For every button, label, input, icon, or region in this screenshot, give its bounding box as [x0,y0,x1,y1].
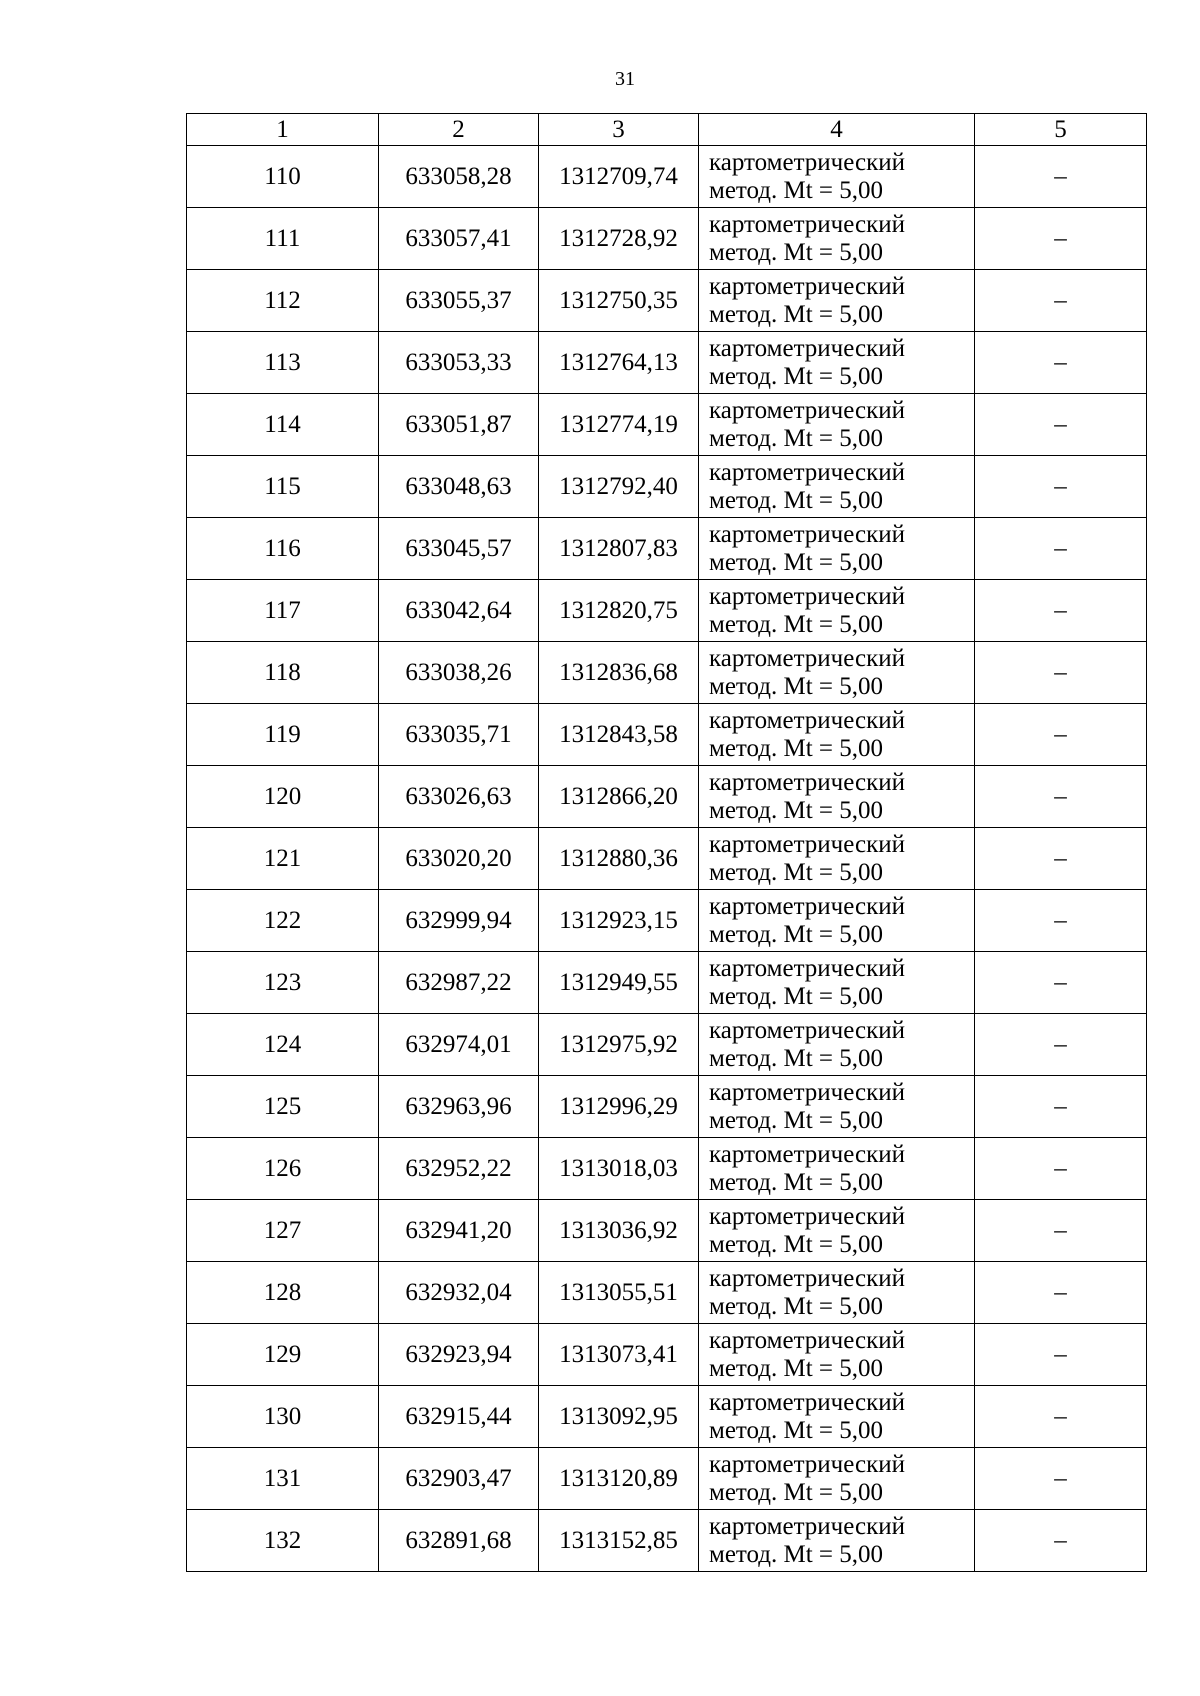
x-coordinate-cell: 633035,71 [379,704,539,766]
table-row [187,890,1147,952]
method-cell [699,1200,975,1262]
method-line-2: метод. Mt = 5,00 [709,1354,884,1382]
method-line-2: метод. Mt = 5,00 [709,672,884,700]
point-number-cell: 131 [187,1448,379,1510]
x-coordinate-cell: 633045,57 [379,518,539,580]
point-number-cell: 118 [187,642,379,704]
table-row [187,1262,1147,1324]
x-coordinate-cell: 632915,44 [379,1386,539,1448]
y-coordinate-cell: 1312996,29 [539,1076,699,1138]
y-coordinate-cell: 1312923,15 [539,890,699,952]
note-cell: – [975,952,1147,1014]
y-coordinate-cell: 1312975,92 [539,1014,699,1076]
method-line-1: картометрический [709,334,905,362]
method-cell [699,394,975,456]
y-coordinate-cell: 1312843,58 [539,704,699,766]
table-row [187,1510,1147,1572]
table-row [187,1200,1147,1262]
method-line-1: картометрический [709,582,905,610]
x-coordinate-cell: 633020,20 [379,828,539,890]
method-cell [699,580,975,642]
note-cell: – [975,270,1147,332]
x-coordinate-cell: 633026,63 [379,766,539,828]
note-cell: – [975,1076,1147,1138]
table-row [187,332,1147,394]
method-cell [699,1448,975,1510]
table-row [187,1324,1147,1386]
method-line-2: метод. Mt = 5,00 [709,1416,884,1444]
method-line-2: метод. Mt = 5,00 [709,424,884,452]
method-cell [699,642,975,704]
method-cell [699,270,975,332]
method-line-1: картометрический [709,1078,905,1106]
note-cell: – [975,1014,1147,1076]
column-header-2: 2 [379,114,539,146]
method-line-2: метод. Mt = 5,00 [709,1478,884,1506]
y-coordinate-cell: 1313036,92 [539,1200,699,1262]
table-row [187,642,1147,704]
table-row [187,146,1147,208]
method-line-1: картометрический [709,1512,905,1540]
note-cell: – [975,146,1147,208]
x-coordinate-cell: 632903,47 [379,1448,539,1510]
table-row [187,1386,1147,1448]
y-coordinate-cell: 1312764,13 [539,332,699,394]
point-number-cell: 127 [187,1200,379,1262]
note-cell: – [975,1510,1147,1572]
method-cell [699,1076,975,1138]
method-line-2: метод. Mt = 5,00 [709,1540,884,1568]
note-cell: – [975,1200,1147,1262]
point-number-cell: 112 [187,270,379,332]
x-coordinate-cell: 632923,94 [379,1324,539,1386]
point-number-cell: 128 [187,1262,379,1324]
method-cell [699,766,975,828]
method-line-1: картометрический [709,1016,905,1044]
y-coordinate-cell: 1312792,40 [539,456,699,518]
note-cell: – [975,394,1147,456]
point-number-cell: 132 [187,1510,379,1572]
x-coordinate-cell: 632941,20 [379,1200,539,1262]
table-row [187,952,1147,1014]
method-line-1: картометрический [709,1202,905,1230]
method-line-2: метод. Mt = 5,00 [709,1230,884,1258]
header-row [187,114,1147,146]
method-line-2: метод. Mt = 5,00 [709,858,884,886]
y-coordinate-cell: 1312836,68 [539,642,699,704]
table-row [187,580,1147,642]
method-cell [699,1386,975,1448]
method-line-1: картометрический [709,768,905,796]
x-coordinate-cell: 633038,26 [379,642,539,704]
point-number-cell: 111 [187,208,379,270]
point-number-cell: 122 [187,890,379,952]
table-row [187,828,1147,890]
table-row [187,456,1147,518]
method-cell [699,1014,975,1076]
x-coordinate-cell: 632963,96 [379,1076,539,1138]
method-line-2: метод. Mt = 5,00 [709,1168,884,1196]
method-line-2: метод. Mt = 5,00 [709,920,884,948]
point-number-cell: 117 [187,580,379,642]
note-cell: – [975,766,1147,828]
method-cell [699,518,975,580]
method-line-1: картометрический [709,892,905,920]
point-number-cell: 121 [187,828,379,890]
point-number-cell: 129 [187,1324,379,1386]
method-line-1: картометрический [709,644,905,672]
method-line-1: картометрический [709,1388,905,1416]
note-cell: – [975,828,1147,890]
method-line-2: метод. Mt = 5,00 [709,300,884,328]
point-number-cell: 123 [187,952,379,1014]
y-coordinate-cell: 1313092,95 [539,1386,699,1448]
y-coordinate-cell: 1312949,55 [539,952,699,1014]
y-coordinate-cell: 1312750,35 [539,270,699,332]
method-line-1: картометрический [709,1326,905,1354]
x-coordinate-cell: 632974,01 [379,1014,539,1076]
note-cell: – [975,332,1147,394]
point-number-cell: 113 [187,332,379,394]
method-line-1: картометрический [709,1450,905,1478]
method-line-1: картометрический [709,520,905,548]
column-header-4: 4 [699,114,975,146]
y-coordinate-cell: 1312728,92 [539,208,699,270]
table-row [187,518,1147,580]
method-line-2: метод. Mt = 5,00 [709,176,884,204]
note-cell: – [975,890,1147,952]
point-number-cell: 115 [187,456,379,518]
note-cell: – [975,1324,1147,1386]
method-cell [699,1510,975,1572]
point-number-cell: 120 [187,766,379,828]
method-line-1: картометрический [709,954,905,982]
x-coordinate-cell: 633055,37 [379,270,539,332]
method-line-2: метод. Mt = 5,00 [709,238,884,266]
note-cell: – [975,456,1147,518]
table-row [187,704,1147,766]
x-coordinate-cell: 632932,04 [379,1262,539,1324]
point-number-cell: 116 [187,518,379,580]
point-number-cell: 130 [187,1386,379,1448]
table-row [187,1014,1147,1076]
method-cell [699,952,975,1014]
column-header-5: 5 [975,114,1147,146]
y-coordinate-cell: 1312709,74 [539,146,699,208]
x-coordinate-cell: 633057,41 [379,208,539,270]
point-number-cell: 119 [187,704,379,766]
method-line-2: метод. Mt = 5,00 [709,362,884,390]
x-coordinate-cell: 633042,64 [379,580,539,642]
y-coordinate-cell: 1313055,51 [539,1262,699,1324]
x-coordinate-cell: 632952,22 [379,1138,539,1200]
method-line-2: метод. Mt = 5,00 [709,610,884,638]
method-line-1: картометрический [709,1140,905,1168]
method-cell [699,332,975,394]
note-cell: – [975,704,1147,766]
method-cell [699,456,975,518]
y-coordinate-cell: 1313120,89 [539,1448,699,1510]
y-coordinate-cell: 1312866,20 [539,766,699,828]
column-header-3: 3 [539,114,699,146]
method-line-2: метод. Mt = 5,00 [709,982,884,1010]
method-line-1: картометрический [709,1264,905,1292]
note-cell: – [975,1262,1147,1324]
y-coordinate-cell: 1313073,41 [539,1324,699,1386]
table-row [187,394,1147,456]
method-line-2: метод. Mt = 5,00 [709,548,884,576]
x-coordinate-cell: 633048,63 [379,456,539,518]
method-cell [699,704,975,766]
method-line-1: картометрический [709,458,905,486]
method-line-1: картометрический [709,148,905,176]
y-coordinate-cell: 1313152,85 [539,1510,699,1572]
table-row [187,1076,1147,1138]
table-row [187,270,1147,332]
x-coordinate-cell: 633053,33 [379,332,539,394]
x-coordinate-cell: 632987,22 [379,952,539,1014]
method-line-2: метод. Mt = 5,00 [709,1106,884,1134]
method-cell [699,1324,975,1386]
coordinates-table [186,113,1147,1572]
column-header-1: 1 [187,114,379,146]
note-cell: – [975,1138,1147,1200]
note-cell: – [975,642,1147,704]
method-line-1: картометрический [709,830,905,858]
point-number-cell: 125 [187,1076,379,1138]
method-line-1: картометрический [709,272,905,300]
x-coordinate-cell: 632999,94 [379,890,539,952]
y-coordinate-cell: 1312807,83 [539,518,699,580]
x-coordinate-cell: 633058,28 [379,146,539,208]
y-coordinate-cell: 1313018,03 [539,1138,699,1200]
y-coordinate-cell: 1312820,75 [539,580,699,642]
method-cell [699,1262,975,1324]
method-cell [699,828,975,890]
x-coordinate-cell: 633051,87 [379,394,539,456]
method-line-2: метод. Mt = 5,00 [709,1292,884,1320]
note-cell: – [975,580,1147,642]
method-line-1: картометрический [709,706,905,734]
note-cell: – [975,1448,1147,1510]
table-header [187,114,1147,146]
method-cell [699,890,975,952]
table-body [187,146,1147,1572]
point-number-cell: 126 [187,1138,379,1200]
point-number-cell: 114 [187,394,379,456]
table-row [187,1138,1147,1200]
note-cell: – [975,208,1147,270]
table-row [187,766,1147,828]
note-cell: – [975,1386,1147,1448]
y-coordinate-cell: 1312774,19 [539,394,699,456]
method-cell [699,1138,975,1200]
table-row [187,208,1147,270]
table-row [187,1448,1147,1510]
x-coordinate-cell: 632891,68 [379,1510,539,1572]
point-number-cell: 110 [187,146,379,208]
method-line-1: картометрический [709,396,905,424]
method-line-2: метод. Mt = 5,00 [709,734,884,762]
method-line-2: метод. Mt = 5,00 [709,796,884,824]
method-cell [699,146,975,208]
method-cell [699,208,975,270]
page-number: 31 [615,68,635,90]
method-line-1: картометрический [709,210,905,238]
y-coordinate-cell: 1312880,36 [539,828,699,890]
method-line-2: метод. Mt = 5,00 [709,486,884,514]
note-cell: – [975,518,1147,580]
point-number-cell: 124 [187,1014,379,1076]
method-line-2: метод. Mt = 5,00 [709,1044,884,1072]
